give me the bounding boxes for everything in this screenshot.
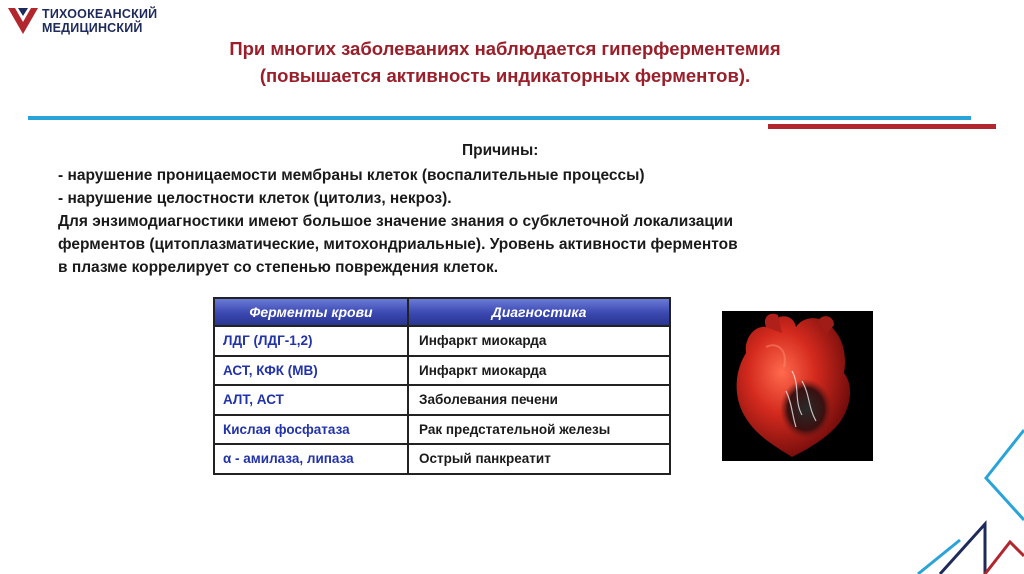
table-row bbox=[215, 355, 669, 385]
header-enzymes: Ферменты крови bbox=[215, 299, 409, 325]
table-row bbox=[215, 414, 669, 444]
diagnosis-cell: Острый панкреатит bbox=[419, 451, 551, 466]
blue-divider bbox=[28, 116, 971, 120]
enzyme-cell: ЛДГ (ЛДГ-1,2) bbox=[215, 327, 409, 355]
table-row bbox=[215, 384, 669, 414]
decor-stroke bbox=[985, 542, 1024, 574]
enzyme-cell: α - амилаза, липаза bbox=[215, 445, 409, 473]
diagnosis-cell: Инфаркт миокарда bbox=[419, 333, 547, 348]
table-row bbox=[215, 325, 669, 355]
title-line-2: (повышается активность индикаторных ферментов). bbox=[259, 65, 751, 86]
red-divider bbox=[768, 124, 996, 129]
enzyme-cell: Кислая фосфатаза bbox=[215, 416, 409, 444]
decor-stroke bbox=[986, 430, 1024, 520]
decor-stroke bbox=[940, 524, 985, 574]
reasons-heading: Причины: bbox=[462, 142, 539, 159]
table-row bbox=[215, 443, 669, 473]
logo-text bbox=[42, 7, 157, 35]
diagnosis-cell: Рак предстательной железы bbox=[419, 421, 611, 437]
enzyme-table bbox=[213, 297, 671, 475]
header-diagnostics: Диагностика bbox=[491, 304, 587, 320]
decor-stroke bbox=[918, 540, 960, 574]
enzyme-cell: АЛТ, АСТ bbox=[215, 386, 409, 414]
paragraph-line: Для энзимодиагностики имеют большое значение знания о субклеточной локализации bbox=[58, 213, 733, 230]
title-line-1: При многих заболеваниях наблюдается гиперферментемия bbox=[229, 38, 781, 59]
heart-icon bbox=[722, 311, 873, 461]
logo-line-1: ТИХООКЕАНСКИЙ bbox=[42, 7, 158, 21]
heart-image bbox=[722, 311, 873, 461]
diagnosis-cell: Заболевания печени bbox=[419, 392, 558, 407]
enzyme-cell: АСТ, КФК (МВ) bbox=[215, 357, 409, 385]
logo-line-2: МЕДИЦИНСКИЙ bbox=[42, 21, 143, 35]
reason-line: - нарушение проницаемости мембраны клеток (воспалительные процессы) bbox=[58, 167, 645, 184]
reasons-text bbox=[58, 164, 958, 279]
diagnosis-cell: Инфаркт миокарда bbox=[419, 362, 547, 378]
paragraph-line: в плазме коррелирует со степенью повреждения клеток. bbox=[58, 259, 499, 276]
university-logo bbox=[6, 6, 157, 36]
reason-line: - нарушение целостности клеток (цитолиз, некроз). bbox=[58, 190, 452, 207]
slide-title bbox=[140, 35, 870, 89]
university-logo-icon bbox=[6, 6, 40, 36]
paragraph-line: ферментов (цитоплазматические, митохондриальные). Уровень активности ферментов bbox=[58, 236, 738, 253]
table-header bbox=[215, 299, 669, 325]
